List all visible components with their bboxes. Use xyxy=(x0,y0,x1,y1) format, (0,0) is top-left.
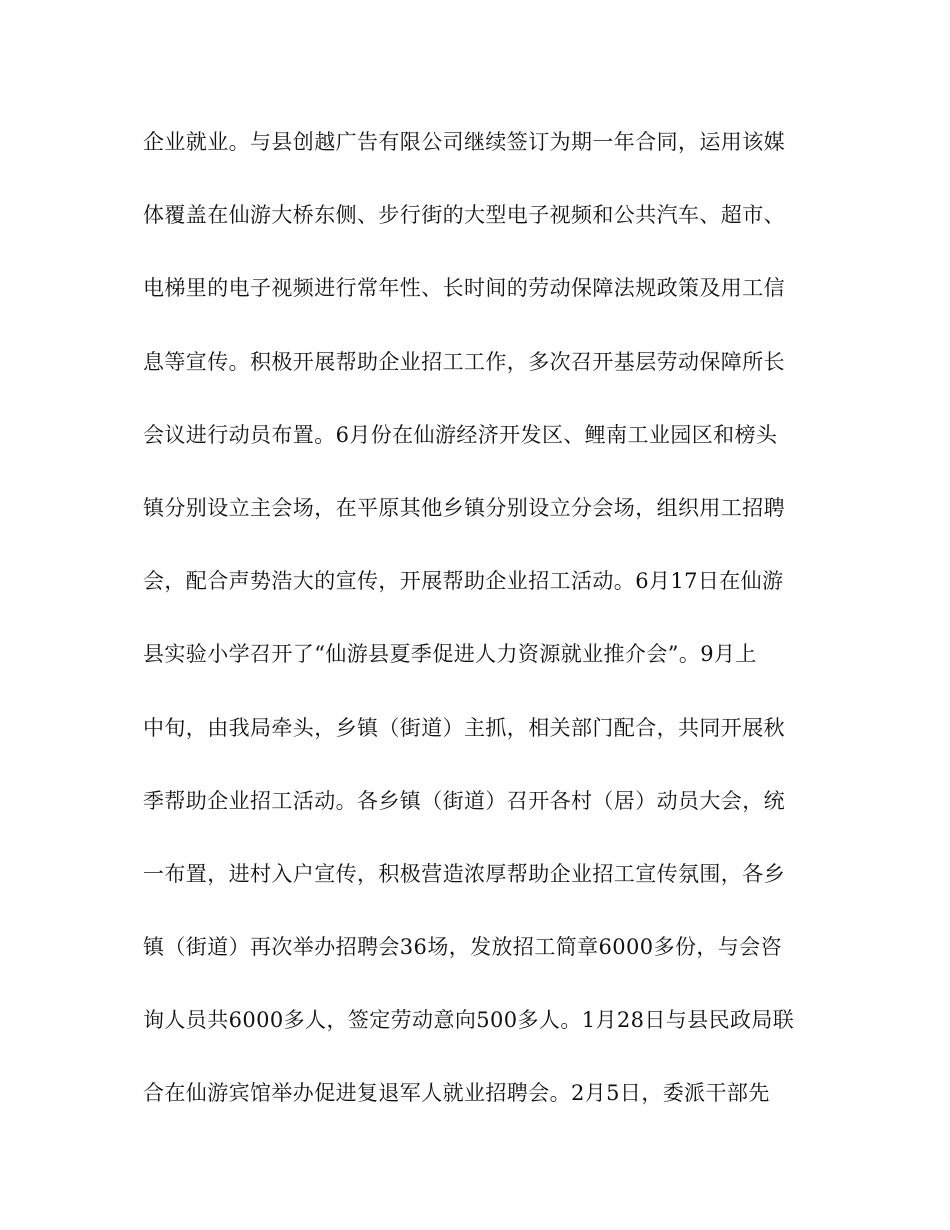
text-line: 电梯里的电子视频进行常年性、长时间的劳动保障法规政策及用工信 xyxy=(143,276,785,301)
text-line: 询人员共6000多人，签定劳动意向500多人。1月28日与县民政局联 xyxy=(143,1008,795,1033)
text-line: 镇分别设立主会场，在平原其他乡镇分别设立分会场，组织用工招聘 xyxy=(143,495,785,520)
text-line: 季帮助企业招工活动。各乡镇（街道）召开各村（居）动员大会，统 xyxy=(143,788,785,813)
text-line: 镇（街道）再次举办招聘会36场，发放招工简章6000多份，与会咨 xyxy=(143,935,782,960)
text-line: 会议进行动员布置。6月份在仙游经济开发区、鲤南工业园区和榜头 xyxy=(143,422,778,447)
text-line: 体覆盖在仙游大桥东侧、步行街的大型电子视频和公共汽车、超市、 xyxy=(143,203,785,228)
text-line: 会，配合声势浩大的宣传，开展帮助企业招工活动。6月17日在仙游 xyxy=(143,569,784,594)
text-line: 中旬，由我局牵头，乡镇（街道）主抓，相关部门配合，共同开展秋 xyxy=(143,715,785,740)
text-line: 企业就业。与县创越广告有限公司继续签订为期一年合同，运用该媒 xyxy=(143,130,785,154)
body-text xyxy=(143,123,843,1148)
text-line: 合在仙游宾馆举办促进复退军人就业招聘会。2月5日，委派干部先 xyxy=(143,1081,770,1106)
text-line: 息等宣传。积极开展帮助企业招工工作，多次召开基层劳动保障所长 xyxy=(143,349,785,374)
text-line: 一布置，进村入户宣传，积极营造浓厚帮助企业招工宣传氛围，各乡 xyxy=(143,861,785,886)
text-line: 县实验小学召开了“仙游县夏季促进人力资源就业推介会”。9月上 xyxy=(143,642,757,667)
